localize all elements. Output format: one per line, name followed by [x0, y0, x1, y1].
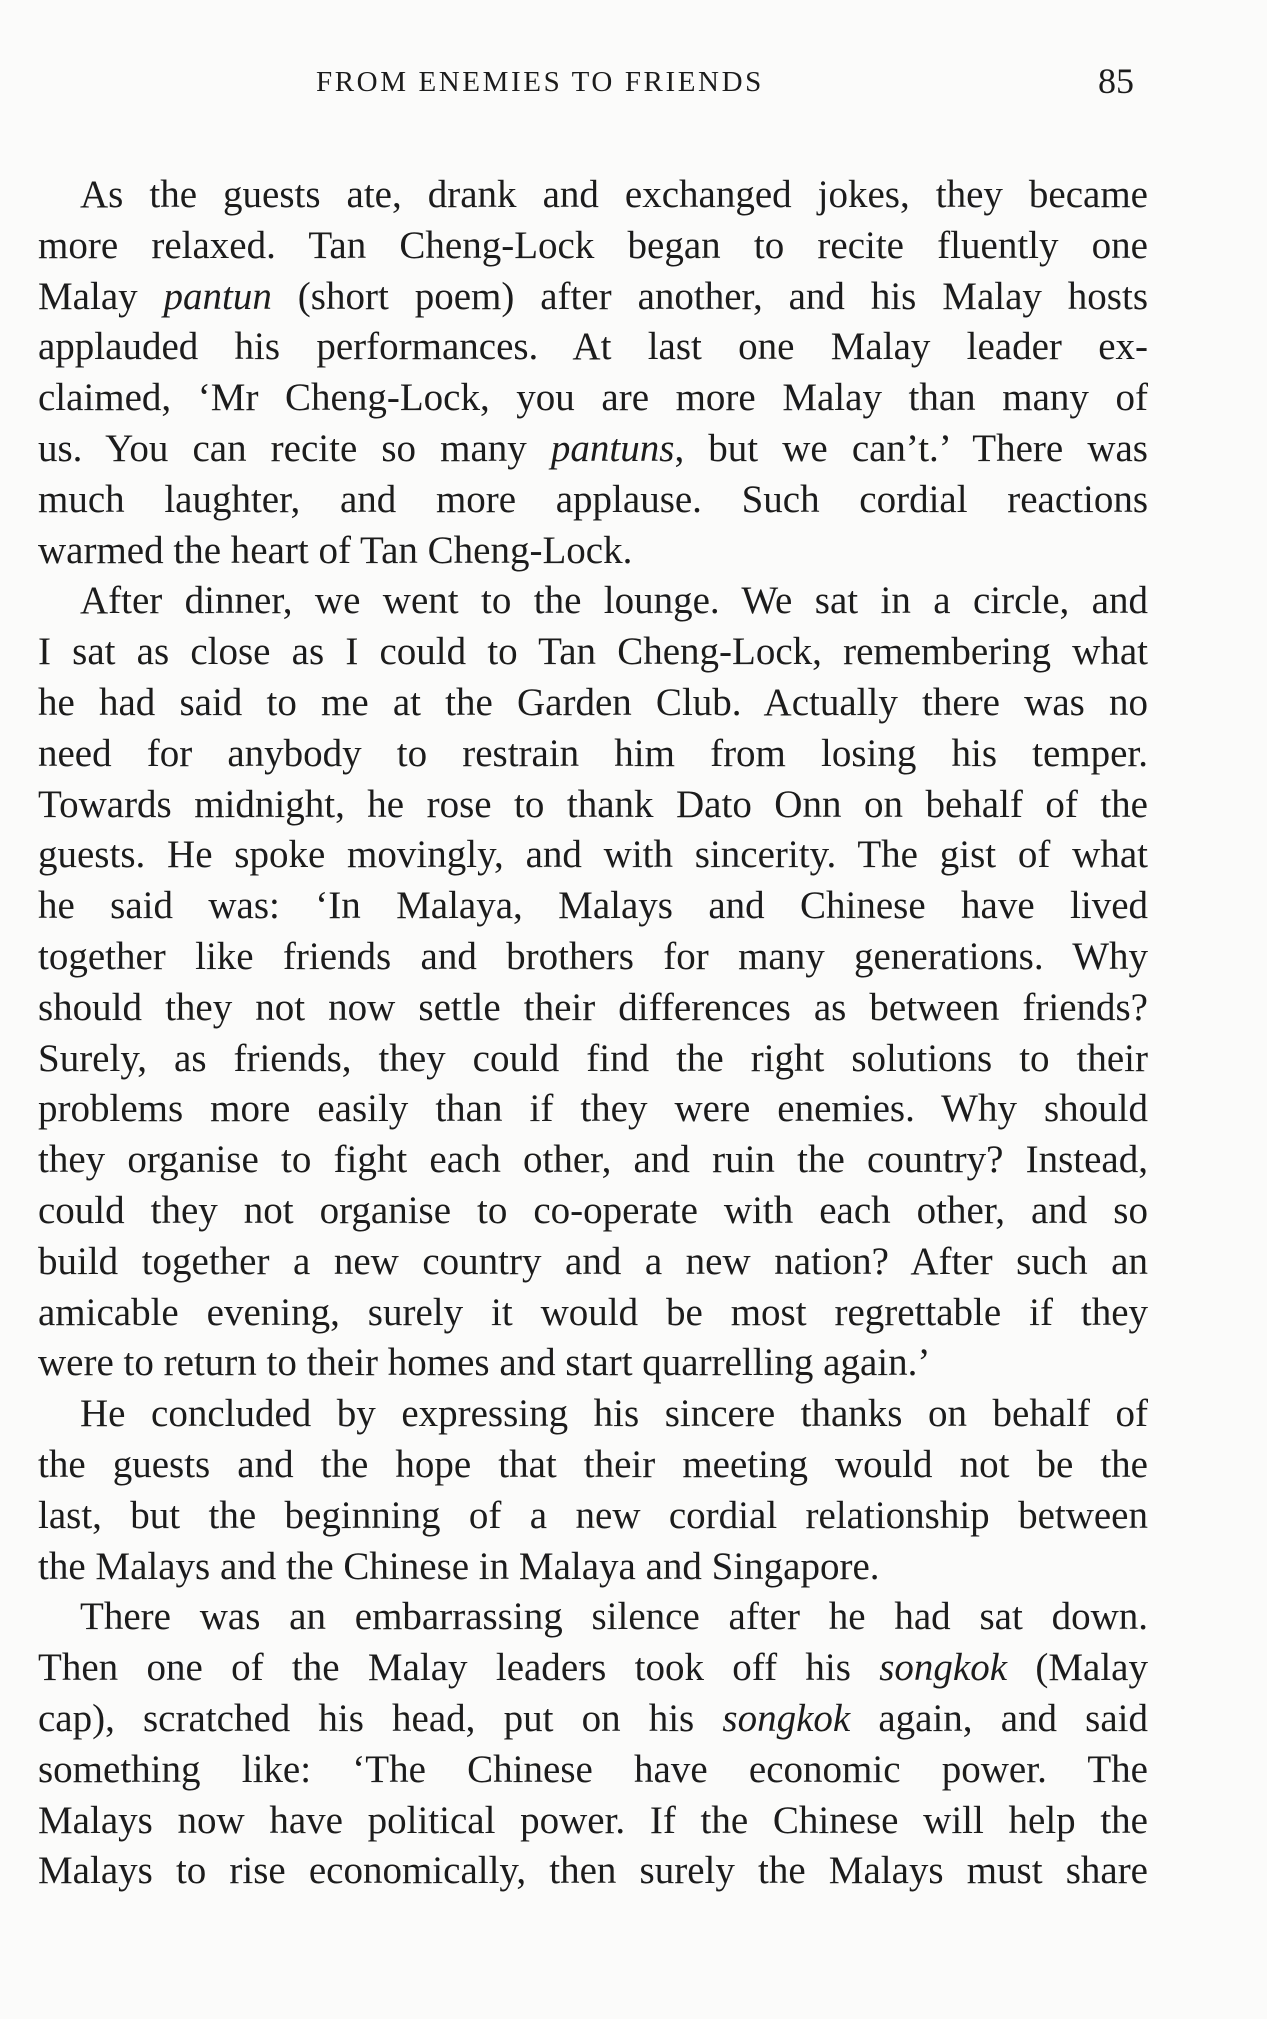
text-line [38, 322, 1148, 373]
text-line [38, 1643, 1148, 1694]
text-line [38, 576, 1148, 627]
text-run: he had said to me at the Garden Club. Actually there was no [38, 680, 1148, 724]
body-text [38, 170, 1148, 1897]
text-run: guests. He spoke movingly, and with sincerity. The gist of what [38, 833, 1148, 877]
text-run: As the guests ate, drank and exchanged jokes, they became [80, 173, 1148, 216]
text-line [38, 1389, 1148, 1440]
text-line [38, 221, 1148, 272]
text-run: (short poem) after another, and his Malay hosts [271, 274, 1148, 318]
text-run: again, and said [850, 1696, 1148, 1740]
text-line [38, 1338, 1148, 1389]
text-run: (Malay [1007, 1646, 1148, 1690]
italic-term: pantun [163, 274, 272, 318]
text-line [38, 1846, 1148, 1897]
italic-term: songkok [879, 1646, 1008, 1690]
text-run: much laughter, and more applause. Such cordial reactions [38, 477, 1148, 521]
text-line [38, 170, 1148, 221]
text-run: warmed the heart of Tan Cheng-Lock. [38, 528, 633, 572]
text-run: Malays now have political power. If the Chinese will help the [38, 1798, 1148, 1842]
text-line [38, 1491, 1148, 1542]
text-run: After dinner, we went to the lounge. We sat in a circle, and [80, 579, 1148, 623]
text-line [38, 678, 1148, 729]
text-run: problems more easily than if they were enemies. Why should [38, 1087, 1148, 1131]
text-run: , but we can’t.’ There was [674, 426, 1148, 470]
text-run: they organise to fight each other, and ruin the country? Instead, [38, 1138, 1148, 1182]
text-line [38, 1237, 1148, 1288]
text-run: There was an embarrassing silence after he had sat down. [80, 1595, 1148, 1639]
text-line [38, 729, 1148, 780]
text-run: applauded his performances. At last one Malay leader ex- [38, 325, 1148, 369]
text-run: Malay [38, 274, 164, 318]
text-line [38, 526, 1148, 577]
text-run: together like friends and brothers for many generations. Why [38, 934, 1148, 978]
text-line [38, 780, 1148, 831]
text-line [38, 1440, 1148, 1491]
text-line [38, 830, 1148, 881]
text-run: Malays to rise economically, then surely the Malays must share [38, 1849, 1148, 1893]
text-line [38, 627, 1148, 678]
text-line [38, 1034, 1148, 1085]
text-line [38, 1796, 1148, 1847]
text-run: claimed, ‘Mr Cheng-Lock, you are more Malay than many of [38, 376, 1148, 420]
text-run: build together a new country and a new nation? After such an [38, 1239, 1148, 1283]
text-run: Then one of the Malay leaders took off his [38, 1646, 880, 1690]
text-line [38, 1288, 1148, 1339]
text-run: Towards midnight, he rose to thank Dato Onn on behalf of the [38, 782, 1148, 826]
text-run: something like: ‘The Chinese have economic power. The [38, 1747, 1148, 1791]
text-run: were to return to their homes and start quarrelling again.’ [38, 1341, 931, 1385]
text-run: I sat as close as I could to Tan Cheng-Lock, remembering what [38, 630, 1148, 674]
text-line [38, 881, 1148, 932]
text-run: last, but the beginning of a new cordial relationship between [38, 1493, 1148, 1537]
text-line [38, 1542, 1148, 1593]
text-line [38, 983, 1148, 1034]
text-line [38, 1694, 1148, 1745]
text-run: could they not organise to co-operate with each other, and so [38, 1188, 1148, 1232]
text-run: the Malays and the Chinese in Malaya and Singapore. [38, 1544, 880, 1588]
text-line [38, 1592, 1148, 1643]
text-run: he said was: ‘In Malaya, Malays and Chinese have lived [38, 884, 1148, 928]
text-line [38, 1745, 1148, 1796]
text-line [38, 1135, 1148, 1186]
text-run: cap), scratched his head, put on his [38, 1696, 723, 1740]
text-line [38, 1186, 1148, 1237]
text-line [38, 373, 1148, 424]
text-run: He concluded by expressing his sincere thanks on behalf of [80, 1392, 1148, 1436]
text-run: amicable evening, surely it would be most regrettable if they [38, 1290, 1148, 1334]
text-run: the guests and the hope that their meeting would not be the [38, 1442, 1148, 1486]
text-line [38, 424, 1148, 475]
text-line [38, 475, 1148, 526]
text-run: more relaxed. Tan Cheng-Lock began to recite fluently one [38, 223, 1148, 267]
text-run: Surely, as friends, they could find the right solutions to their [38, 1036, 1148, 1080]
text-run: us. You can recite so many [38, 426, 551, 470]
text-run: should they not now settle their differences as between friends? [38, 985, 1148, 1029]
text-run: need for anybody to restrain him from losing his temper. [38, 731, 1148, 775]
text-line [38, 1084, 1148, 1135]
text-line [38, 932, 1148, 983]
italic-term: songkok [722, 1696, 851, 1740]
italic-term: pantuns [550, 426, 675, 470]
running-head-title: FROM ENEMIES TO FRIENDS [316, 66, 764, 98]
text-line [38, 272, 1148, 323]
page-number: 85 [1098, 61, 1134, 101]
